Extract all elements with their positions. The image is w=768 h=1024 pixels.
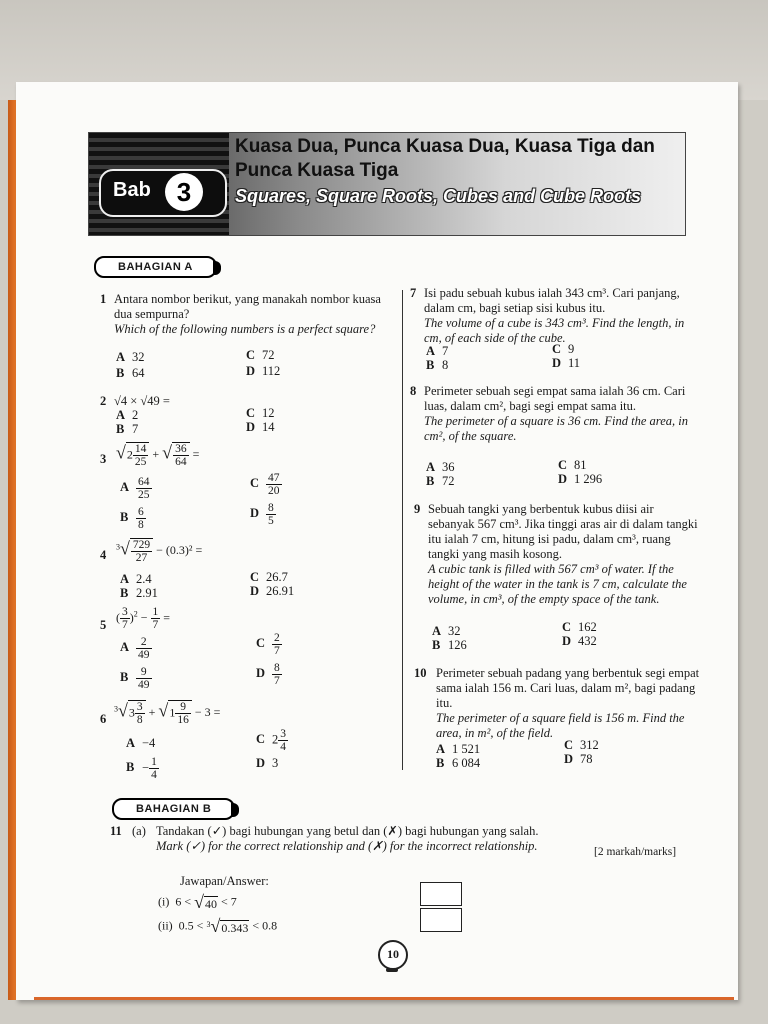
question-number: 2 [100, 394, 107, 408]
question-number: 6 [100, 712, 107, 726]
question-number: 5 [100, 618, 107, 632]
question-number: 3 [100, 452, 107, 466]
textbook-page [16, 82, 738, 1000]
option-a: A $\frac{64}{25}$ [120, 476, 150, 501]
option-c: C $\frac{2}{7}$ [256, 632, 280, 657]
option-c: C 72 [246, 348, 275, 362]
option-c: C 162 [562, 620, 597, 634]
option-b: B 2.91 [120, 586, 158, 600]
option-a: A 2 [116, 408, 139, 422]
question-text-malay: Antara nombor berikut, yang manakah nombor kuasa dua sempurna? [114, 292, 381, 321]
question-expression: ( $\frac{3}{7}$ )$^2$ − $\frac{1}{7}$ = [116, 606, 171, 631]
option-b: B 8 [426, 358, 449, 372]
page-bottom-edge [34, 997, 734, 1000]
question-number: 11 [110, 824, 122, 838]
option-b: B $\frac{9}{49}$ [120, 666, 150, 691]
option-c: C 12 [246, 406, 275, 420]
option-c: C 81 [558, 458, 587, 472]
question-text-english: The volume of a cube is 343 cm³. Find the length, in cm, of each side of the cube. [424, 316, 685, 345]
option-a: A 1 521 [436, 742, 481, 756]
option-a: A −4 [126, 736, 156, 750]
option-b: B 7 [116, 422, 139, 436]
question-text-english: The perimeter of a square field is 156 m. Find the area, in m², of the field. [436, 711, 685, 740]
answer-box-ii[interactable] [420, 908, 462, 932]
question-text-english: A cubic tank is filled with 567 cm³ of water. If the height of the water in the tank is 7 cm, calculate the volume, in cm³, of the empty space of the tank. [428, 562, 687, 606]
option-a: A 2.4 [120, 572, 152, 586]
question-text-malay: Perimeter sebuah segi empat sama ialah 36 cm. Cari luas, dalam cm², bagi segi empat sama itu. [424, 384, 686, 413]
question-text-malay: Tandakan (✓) bagi hubungan yang betul dan (✗) bagi hubungan yang salah. [156, 824, 539, 838]
option-a: A 7 [426, 344, 449, 358]
option-d: D 3 [256, 756, 279, 770]
bab-label: Bab [113, 179, 151, 201]
question-number: 8 [410, 384, 417, 398]
question-text-english: Mark (✓) for the correct relationship and (✗) for the incorrect relationship. [156, 839, 538, 853]
relationship-i: (i) 6 < √40 < 7 [158, 892, 237, 912]
option-a: A 36 [426, 460, 455, 474]
option-b: B 126 [432, 638, 467, 652]
chapter-title-malay: Kuasa Dua, Punca Kuasa Dua, Kuasa Tiga dan Punca Kuasa Tiga [235, 136, 655, 181]
marks-label: [2 markah/marks] [594, 846, 677, 858]
option-d: D $\frac{8}{5}$ [250, 502, 274, 527]
question-number: 7 [410, 286, 417, 300]
question-text-malay: Sebuah tangki yang berbentuk kubus diisi air sebanyak 567 cm³. Jika tinggi aras air di dalam tangki itu ialah 7 cm, hitung isi padu, dalam cm³, ruang tangki yang masih kosong. [428, 502, 698, 561]
question-expression: √4 × √49 = [114, 394, 170, 408]
question-number: 1 [100, 292, 107, 306]
option-c: C $\frac{47}{20}$ [250, 472, 280, 497]
chapter-badge [99, 169, 227, 217]
question-part-label: (a) [132, 824, 146, 838]
answer-label: Jawapan/Answer: [180, 874, 269, 888]
question-expression: $^3$√3 $\frac{3}{8}$ + √1 $\frac{9}{16}$ − 3 = [114, 700, 221, 726]
chapter-number: 3 [165, 173, 203, 211]
section-b-label: BAHAGIAN B [112, 798, 235, 820]
option-d: D 14 [246, 420, 275, 434]
option-b: B 6 084 [436, 756, 481, 770]
option-d: D 26.91 [250, 584, 295, 598]
question-expression: √2 $\frac{14}{25}$ + √ $\frac{36}{64}$ = [116, 442, 200, 468]
page-number: 10 [378, 940, 408, 970]
question-number: 4 [100, 548, 107, 562]
question-expression: $^3$√ $\frac{729}{27}$ − (0.3)² = [116, 538, 203, 564]
page-number-bulb-base [386, 968, 398, 972]
option-d: D 11 [552, 356, 581, 370]
option-c: C 312 [564, 738, 599, 752]
option-b: B 64 [116, 366, 145, 380]
chapter-title-english: Squares, Square Roots, Cubes and Cube Roots [235, 186, 642, 206]
option-c: C 26.7 [250, 570, 288, 584]
section-a-label: BAHAGIAN A [94, 256, 217, 278]
page-edge-orange [8, 100, 16, 1000]
option-b: B − $\frac{1}{4}$ [126, 756, 157, 781]
column-divider [402, 290, 403, 770]
option-d: D 432 [562, 634, 597, 648]
option-c: C 9 [552, 342, 575, 356]
question-number: 10 [414, 666, 427, 680]
option-d: D $\frac{8}{7}$ [256, 662, 280, 687]
answer-box-i[interactable] [420, 882, 462, 906]
option-a: A 32 [116, 350, 145, 364]
option-d: D 1 296 [558, 472, 603, 486]
option-d: D 112 [246, 364, 281, 378]
relationship-ii: (ii) 0.5 < $^3$√0.343 < 0.8 [158, 916, 278, 936]
question-text-malay: Perimeter sebuah padang yang berbentuk segi empat sama ialah 156 m. Cari luas, dalam m², bagi padang itu. [436, 666, 700, 710]
question-number: 9 [414, 502, 421, 516]
option-c: C 2 $\frac{3}{4}$ [256, 728, 286, 753]
question-text-malay: Isi padu sebuah kubus ialah 343 cm³. Cari panjang, dalam cm, bagi setiap sisi kubus itu. [424, 286, 680, 315]
option-a: A 32 [432, 624, 461, 638]
chapter-header [88, 132, 686, 236]
question-text-english: Which of the following numbers is a perfect square? [114, 322, 376, 336]
question-text-english: The perimeter of a square is 36 cm. Find the area, in cm², of the square. [424, 414, 688, 443]
option-a: A $\frac{2}{49}$ [120, 636, 150, 661]
option-d: D 78 [564, 752, 593, 766]
option-b: B $\frac{6}{8}$ [120, 506, 144, 531]
option-b: B 72 [426, 474, 455, 488]
